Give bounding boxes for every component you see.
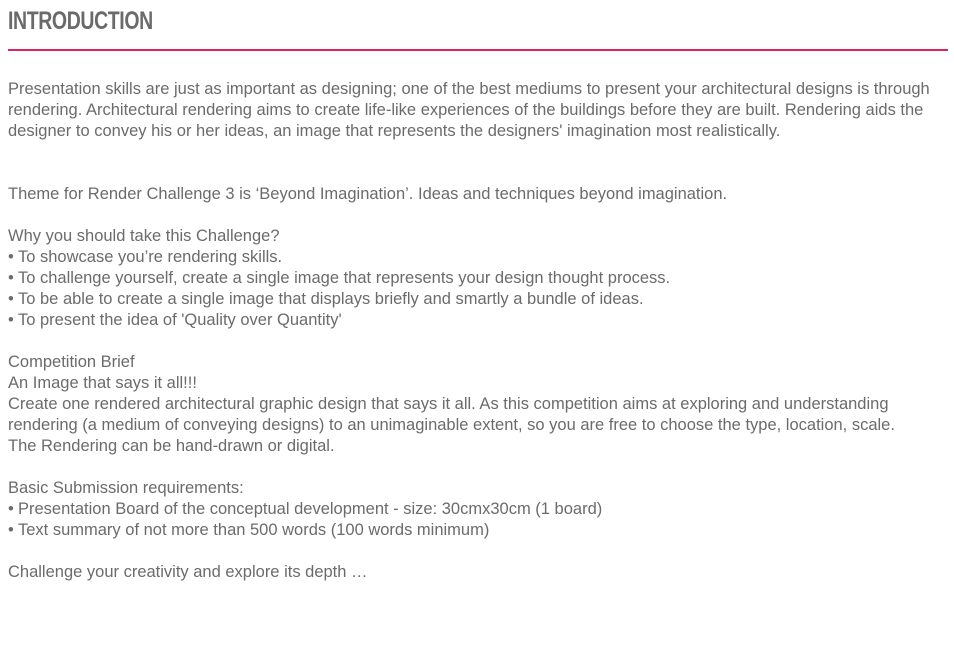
spacer bbox=[8, 457, 953, 478]
spacer bbox=[8, 541, 953, 562]
heading-divider bbox=[8, 49, 948, 51]
why-bullet-item: • To showcase you’re rendering skills. bbox=[8, 247, 953, 268]
why-bullet-item: • To be able to create a single image that displays briefly and smartly a bundle of ideas. bbox=[8, 289, 953, 310]
requirement-bullet-item: • Text summary of not more than 500 words (100 words minimum) bbox=[8, 520, 953, 541]
closing-line: Challenge your creativity and explore its depth … bbox=[8, 563, 368, 581]
requirements-title: Basic Submission requirements: bbox=[8, 479, 244, 497]
brief-medium: The Rendering can be hand-drawn or digital. bbox=[8, 437, 335, 455]
spacer bbox=[8, 142, 953, 184]
why-bullet-item: • To challenge yourself, create a single image that represents your design thought process. bbox=[8, 268, 953, 289]
why-bullet-item: • To present the idea of 'Quality over Quantity' bbox=[8, 310, 953, 331]
requirement-bullet-item: • Presentation Board of the conceptual development - size: 30cmx30cm (1 board) bbox=[8, 499, 953, 520]
intro-paragraph: Presentation skills are just as important as designing; one of the best mediums to present your architectural designs is through rendering. Architectural rendering aims to create life-like experiences of the buildings before they are built. Rendering aids the designer to convey his or her ideas, an image that represents the designers' imagination most realistically. bbox=[8, 80, 930, 140]
spacer bbox=[8, 205, 953, 226]
brief-tagline: An Image that says it all!!! bbox=[8, 374, 197, 392]
spacer bbox=[8, 331, 953, 352]
section-content bbox=[8, 79, 953, 583]
section-heading: INTRODUCTION bbox=[8, 7, 153, 35]
why-title: Why you should take this Challenge? bbox=[8, 227, 280, 245]
brief-body: Create one rendered architectural graphic design that says it all. As this competition aims at exploring and understanding rendering (a medium of conveying designs) to an unimaginable extent, so you are free to choose the type, location, scale. bbox=[8, 395, 895, 434]
theme-paragraph: Theme for Render Challenge 3 is ‘Beyond Imagination’. Ideas and techniques beyond imagination. bbox=[8, 185, 728, 203]
brief-title: Competition Brief bbox=[8, 353, 135, 371]
